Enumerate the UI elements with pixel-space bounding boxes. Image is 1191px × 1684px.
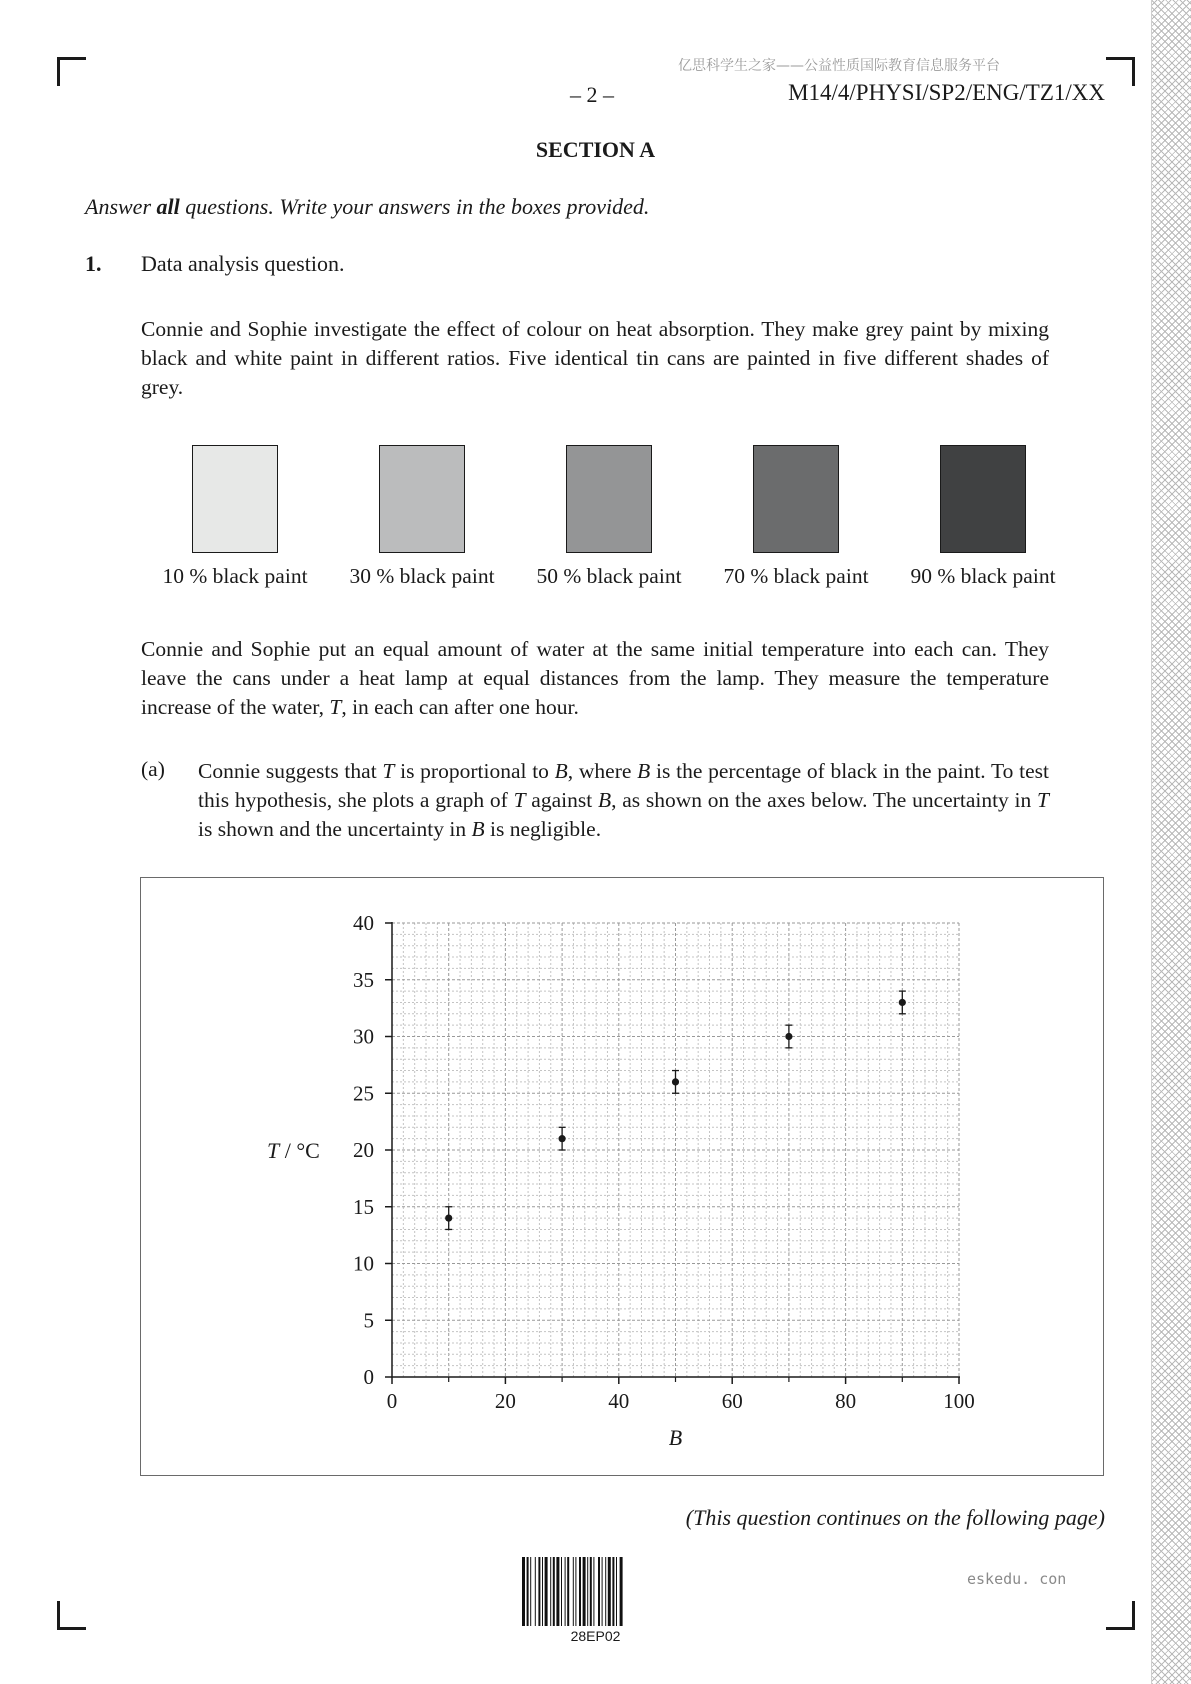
part-a-label: (a) — [141, 757, 165, 781]
x-tick-label: 40 — [608, 1389, 630, 1413]
y-tick-label: 15 — [353, 1194, 374, 1219]
barcode-bar — [565, 1557, 566, 1626]
barcode-bar — [587, 1557, 588, 1626]
y-tick-label: 0 — [363, 1365, 374, 1389]
section-title: SECTION A — [535, 137, 656, 162]
y-tick-label: 5 — [363, 1308, 374, 1333]
barcode-bar — [583, 1557, 586, 1626]
y-axis-label: T / °C — [267, 1138, 320, 1163]
question-intro: Connie and Sophie investigate the effect of colour on heat absorption. They make grey paint by mixing black and white paint in different ratios. Five identical tin cans are painted in five different shades of grey. — [141, 317, 1049, 399]
y-tick-label: 10 — [353, 1251, 374, 1276]
instructions-emphasis: all — [156, 194, 180, 219]
barcode-bar — [545, 1557, 548, 1626]
barcode-bar — [612, 1557, 614, 1626]
y-tick-label: 35 — [353, 967, 374, 992]
question-title: Data analysis question. — [141, 251, 345, 276]
barcode-bar — [616, 1557, 617, 1626]
site-watermark: eskedu. con — [967, 1570, 1067, 1588]
barcode-bar — [598, 1557, 600, 1626]
barcode-bar — [542, 1557, 543, 1626]
swatch-label-30: 30 % black paint — [349, 564, 495, 588]
barcode-bar — [538, 1557, 540, 1626]
method-paragraph: Connie and Sophie put an equal amount of water at the same initial temperature into each can. They leave the cans under a heat lamp at equal distances from the lamp. They measure the temperature increase of the water, T, in each can after one hour. — [141, 637, 1049, 719]
barcode-bar — [561, 1557, 562, 1626]
swatch-label-50: 50 % black paint — [536, 564, 682, 588]
instructions: Answer all questions. Write your answers in the boxes provided. — [85, 194, 650, 219]
question-number: 1. — [85, 251, 102, 276]
barcode-bar — [590, 1557, 592, 1626]
barcode-bar — [556, 1557, 559, 1626]
paper-code: M14/4/PHYSI/SP2/ENG/TZ1/XX — [788, 80, 1105, 105]
y-tick-label: 25 — [353, 1081, 374, 1106]
barcode-bar — [575, 1557, 576, 1626]
barcode-bar — [573, 1557, 574, 1626]
x-tick-label: 100 — [943, 1389, 975, 1413]
x-axis-label: B — [668, 1425, 683, 1450]
header-watermark: 亿思科学生之家——公益性质国际教育信息服务平台 — [678, 58, 1000, 74]
swatch-label-90: 90 % black paint — [910, 564, 1056, 588]
data-point — [559, 1135, 566, 1142]
barcode-bar — [522, 1557, 525, 1626]
x-tick-label: 60 — [721, 1389, 743, 1413]
page-number: – 2 – — [570, 82, 614, 107]
barcode-bar — [593, 1557, 594, 1626]
data-point — [672, 1078, 679, 1085]
barcode-bar — [530, 1557, 531, 1626]
barcode-bar — [527, 1557, 529, 1626]
swatch-label-70: 70 % black paint — [723, 564, 869, 588]
barcode-bar — [605, 1557, 606, 1626]
barcode-bar — [550, 1557, 551, 1626]
swatch-label-10: 10 % black paint — [162, 564, 308, 588]
y-tick-label: 40 — [353, 911, 374, 935]
y-tick-label: 20 — [353, 1138, 374, 1162]
data-point — [445, 1215, 452, 1222]
barcode-bar — [579, 1557, 581, 1626]
barcode-bar — [567, 1557, 569, 1626]
x-tick-label: 20 — [494, 1389, 516, 1413]
part-a-text: Connie suggests that T is proportional to B, where B is the percentage of black in the paint. To test this hypothesis, she plots a graph of T against B, as shown on the axes below. The uncertainty in T is shown and the uncertainty in B is negligible. — [198, 759, 1050, 841]
data-point — [899, 999, 906, 1006]
barcode-bar — [602, 1557, 603, 1626]
x-tick-label: 80 — [835, 1389, 857, 1413]
y-tick-label: 30 — [353, 1024, 374, 1049]
data-point — [785, 1033, 792, 1040]
barcode — [522, 1557, 669, 1626]
barcode-text: 28EP02 — [570, 1628, 621, 1644]
x-tick-label: 0 — [386, 1389, 398, 1413]
barcode-bar — [535, 1557, 536, 1626]
barcode-bar — [553, 1557, 555, 1626]
barcode-bar — [608, 1557, 611, 1626]
continue-note: (This question continues on the following page) — [685, 1505, 1105, 1530]
barcode-bar — [620, 1557, 623, 1626]
